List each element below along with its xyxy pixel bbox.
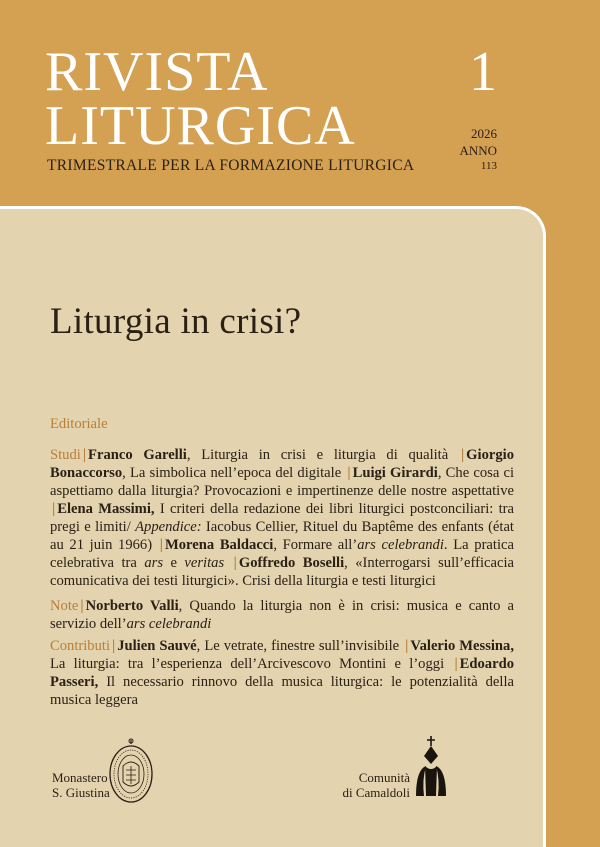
toc-section-label: Contributi <box>50 638 110 654</box>
toc-article: I criteri della redazione dei libri liturgici postconciliari: tra pregi e limiti/ <box>50 501 515 535</box>
toc-author: Valerio Messina, <box>410 638 514 654</box>
anno-label: ANNO <box>459 143 497 158</box>
issue-number: 1 <box>469 41 497 103</box>
toc-note: Note | Norberto Valli, Quando la liturgia non è in crisi: musica e canto a servizio dell’ars celebrandi <box>50 598 514 632</box>
publisher-comunita: Comunità di Camaldoli <box>342 770 410 800</box>
toc-editoriale: Editoriale <box>50 416 108 432</box>
toc-contributi: Contributi | Julien Sauvé, Le vetrate, finestre sull’invisibile | Valerio Messina, La liturgia: tra l’esperienza dell’Arcivescovo Montini e l’oggi | Edoardo Passeri, Il necessario rinnovo della musica liturgica: le potenzialità della musica leggera <box>50 638 514 708</box>
issue-year: 2026 <box>471 126 497 141</box>
toc-appendice-label: Appendice: <box>135 519 202 535</box>
toc-article: Il necessario rinnovo della musica liturgica: le potenzialità della musica leggera <box>50 674 514 708</box>
toc-italic: ars <box>144 555 163 571</box>
toc-appendice-text: Iacobus Cellier, Rituel du Baptême des enfants (état au 21 juin 1966) <box>50 519 514 553</box>
journal-title-line1: RIVISTA <box>45 41 269 103</box>
toc-italic: ars celebrandi <box>357 537 444 553</box>
toc-author: Norberto Valli <box>85 598 179 614</box>
seal-icon <box>108 738 154 808</box>
toc-article: , Formare all’ <box>273 537 358 553</box>
toc-section-label: Studi <box>50 447 81 463</box>
journal-subtitle: TRIMESTRALE PER LA FORMAZIONE LITURGICA <box>47 157 415 174</box>
cover-header <box>0 0 600 205</box>
toc-author: Goffredo Boselli <box>238 555 345 571</box>
toc-author: Morena Baldacci <box>164 537 274 553</box>
toc-article: La liturgia: tra l’esperienza dell’Arcivescovo Montini e l’oggi <box>50 656 445 672</box>
toc-section-label: Note <box>50 598 79 614</box>
toc-article: , Le vetrate, finestre sull’invisibile <box>196 638 400 654</box>
toc-article: , Quando la liturgia non è in crisi: musica e canto a servizio dell’ <box>50 598 514 632</box>
camaldoli-logo-icon <box>414 736 448 802</box>
toc-article: , «Interrogarsi sull’efficacia comunicativa dei testi liturgici». Crisi della liturgia e testi liturgici <box>50 555 514 589</box>
toc-author: Franco Garelli <box>88 447 187 463</box>
toc-italic: veritas <box>184 555 225 571</box>
toc-author: Edoardo Passeri, <box>50 656 514 690</box>
toc-article: , Liturgia in crisi e liturgia di qualità <box>186 447 449 463</box>
publisher-monastero: Monastero S. Giustina <box>52 770 110 800</box>
toc-article: . La pratica celebrativa tra <box>50 537 514 571</box>
journal-title-line2: LITURGICA <box>45 95 356 157</box>
toc-italic: ars celebrandi <box>126 616 212 632</box>
toc-studi: Studi | Franco Garelli, Liturgia in crisi e liturgia di qualità | Giorgio Bonaccorso, La simbolica nell’epoca del digitale | Luigi Girardi, Che cosa ci aspettiamo dalla liturgia? Provocazioni e impertinenze delle nostre aspettative | Elena Massimi, I criteri della redazione dei libri liturgici postconciliari: tra pregi e limiti/ Appendice: Iacobus Cellier, Rituel du Baptême des enfants (état au 21 juin 1966) | Morena Baldacci, Formare all’ars celebrandi. La pratica celebrativa tra ars e veritas | Goffredo Boselli, «Interrogarsi sull’efficacia comunicativa dei testi liturgici». Crisi della liturgia e testi liturgici <box>50 447 515 589</box>
toc-author: Giorgio Bonaccorso <box>50 447 515 481</box>
toc-article: , Che cosa ci aspettiamo dalla liturgia? Provocazioni e impertinenze delle nostre aspettative <box>50 465 514 499</box>
toc-article: , La simbolica nell’epoca del digitale <box>122 465 342 481</box>
toc-author: Luigi Girardi <box>352 465 438 481</box>
toc-author: Julien Sauvé <box>117 638 197 654</box>
toc-author: Elena Massimi, <box>57 501 155 517</box>
anno-number: 113 <box>480 160 497 172</box>
issue-theme-title: Liturgia in crisi? <box>50 301 302 342</box>
